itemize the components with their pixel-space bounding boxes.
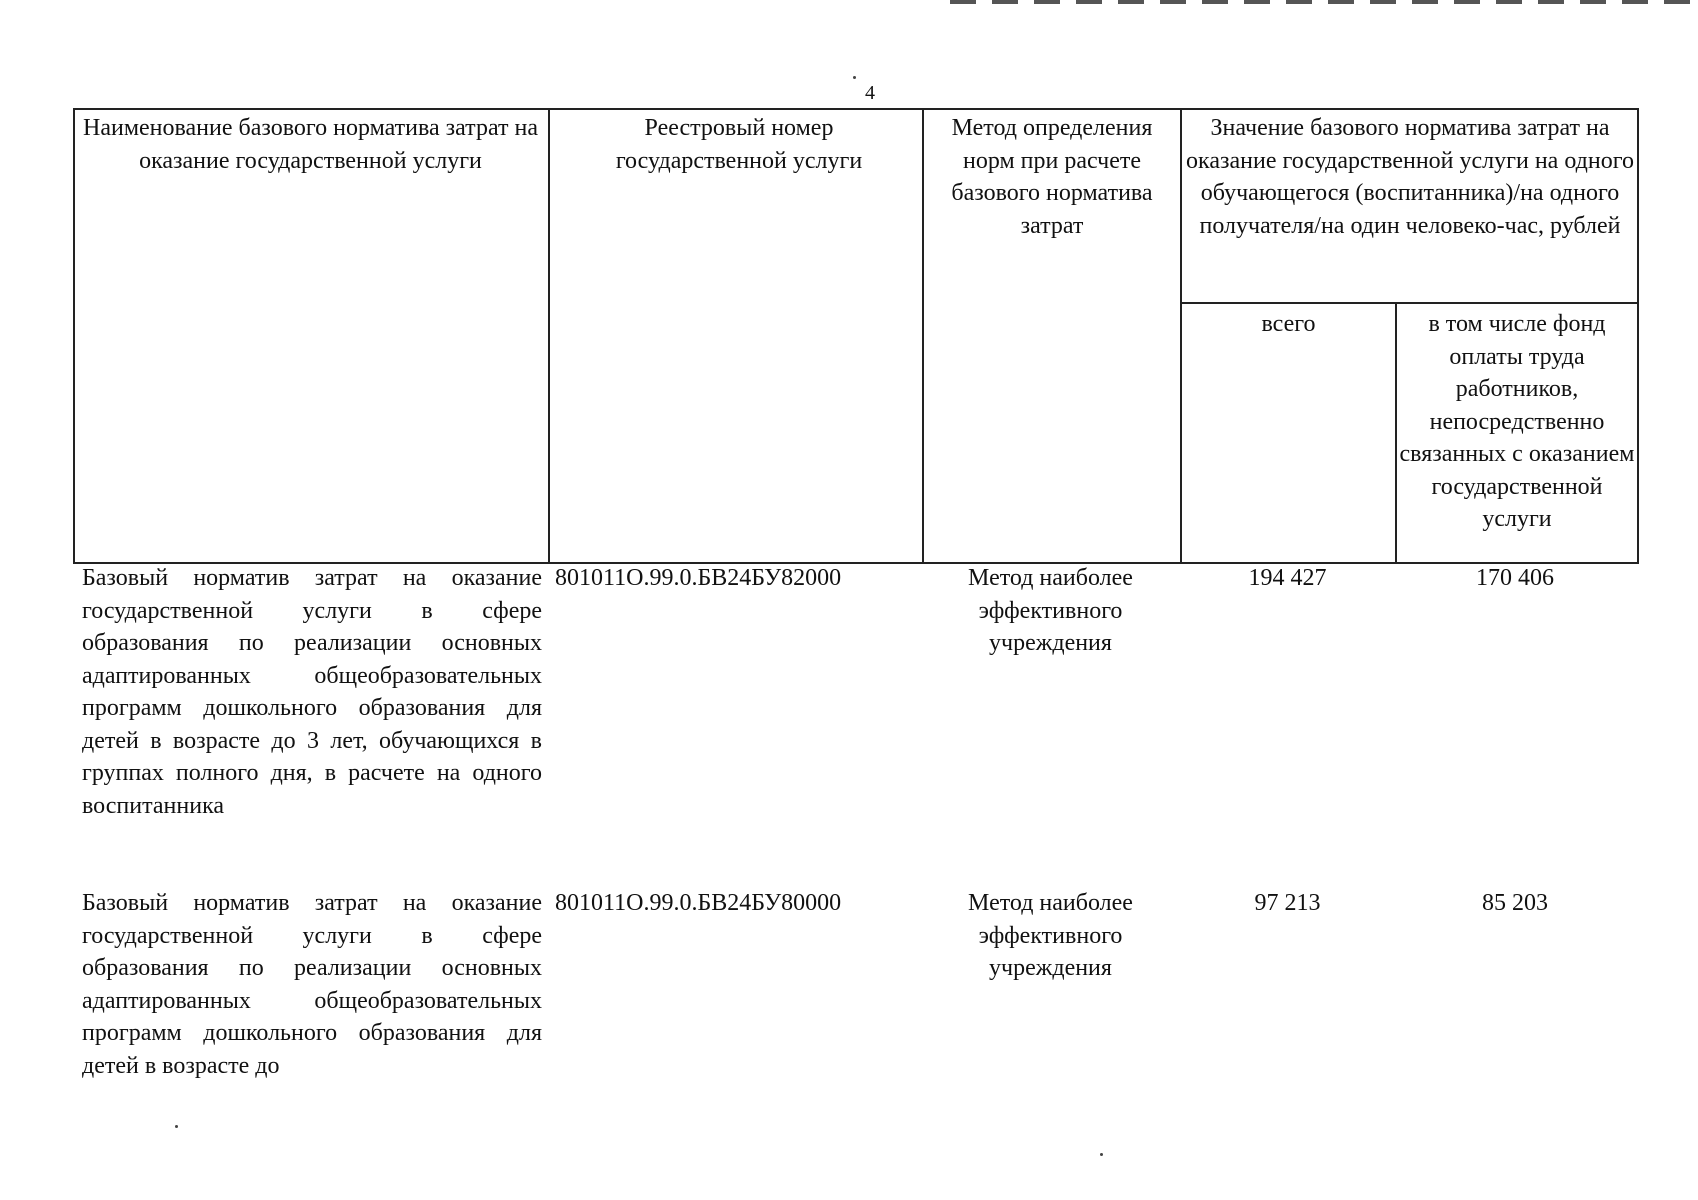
column-divider: [1395, 303, 1397, 562]
row-1-payroll: 170 406: [1476, 565, 1554, 591]
table-header: [73, 108, 1639, 564]
header-method: Метод определения норм при расчете базового норматива затрат: [951, 115, 1153, 239]
header-payroll: в том числе фонд оплаты труда работников, непосредственно связанных с оказанием государственной услуги: [1399, 311, 1635, 532]
row-divider: [1180, 302, 1637, 304]
row-1-registry-number: 801011О.99.0.БВ24БУ82000: [555, 565, 842, 591]
header-name: Наименование базового норматива затрат на оказание государственной услуги: [83, 115, 538, 174]
row-2-total: 97 213: [1254, 890, 1321, 916]
scan-speck: [1100, 1153, 1103, 1156]
row-2-payroll: 85 203: [1482, 890, 1548, 916]
column-divider: [922, 110, 924, 562]
page-number: 4: [865, 82, 875, 104]
row-2-name: Базовый норматив затрат на оказание государственной услуги в сфере образования по реализации основных адаптированных общеобразовательных программ дошкольного образования для детей в возрасте до: [82, 890, 542, 1079]
scan-speck: [853, 76, 856, 79]
scan-speck: [175, 1125, 178, 1128]
header-total: всего: [1261, 311, 1316, 337]
row-1-method: Метод наиболее эффективного учреждения: [968, 565, 1133, 656]
column-divider: [1180, 110, 1182, 562]
page-top-dashed-line: [950, 0, 1698, 4]
header-value: Значение базового норматива затрат на оказание государственной услуги на одного обучающегося (воспитанника)/на одного получателя/на один человеко-час, рублей: [1186, 115, 1634, 239]
row-2-method: Метод наиболее эффективного учреждения: [968, 890, 1133, 981]
row-1-name: Базовый норматив затрат на оказание государственной услуги в сфере образования по реализации основных адаптированных общеобразовательных программ дошкольного образования для детей в возрасте до 3 лет, обучающихся в группах полного дня, в расчете на одного воспитанника: [82, 565, 542, 819]
row-2-registry-number: 801011О.99.0.БВ24БУ80000: [555, 890, 842, 916]
header-registry-number: Реестровый номер государственной услуги: [615, 115, 863, 174]
column-divider: [548, 110, 550, 562]
row-1-total: 194 427: [1248, 565, 1327, 591]
